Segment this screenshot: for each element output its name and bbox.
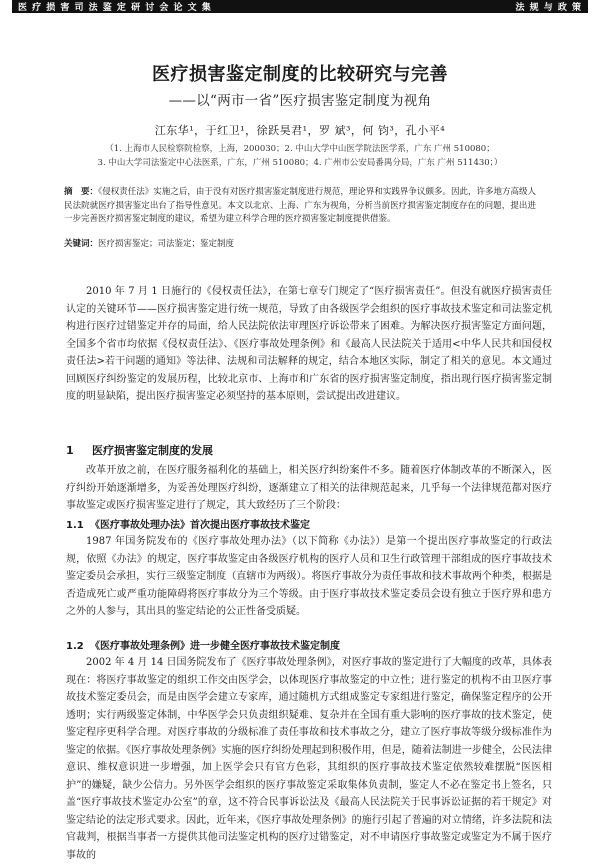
keywords-label: 关键词： xyxy=(64,239,99,249)
section-1-1-number: 1.1 xyxy=(66,520,84,531)
section-1-1-heading xyxy=(66,516,552,531)
intro-paragraph xyxy=(66,283,552,406)
paper-title: 医疗损害鉴定制度的比较研究与完善 xyxy=(152,64,448,85)
section-1-intro xyxy=(66,462,552,515)
author-list: 江东华¹，于红卫¹，徐跃昊君¹，罗 斌³，何 钧³，孔小平⁴ xyxy=(154,124,446,137)
running-header xyxy=(12,0,588,13)
section-1-1-title: 《医疗事故处理办法》首次提出医疗事故技术鉴定 xyxy=(90,520,310,531)
section-1-2-text: 2002 年 4 月 14 日国务院发布了《医疗事故处理条例》，对医疗事故的鉴定进行了大幅度的改革，具体表现在：将医疗事故鉴定的组织工作交由医学会，以体现医疗事故鉴定的中立性；进行鉴定的机构不由卫医疗事故技术鉴定委员会，而是由医学会建立专家库，通过随机方式组成鉴定专家组进行鉴定，确保鉴定程序的公开透明；实行两级鉴定体制，中华医学会只负责组织疑难、复杂并在全国有重大影响的医疗事故的技术鉴定，使鉴定程序更科学合理。对医疗事故的分级标准了责任事故和技术事故之分，建立了医疗事故等级分级标准作为鉴定的依据。《医疗事故处理条例》实施的医疗纠纷处理起到积极作用，但是，随着法制进一步健全，公民法律意识、维权意识进一步增强，加上医学会只有官方色彩，其组织的医疗事故技术鉴定依然较难摆脱“医医相护”的嫌疑，缺少公信力。另外医学会组织的医疗事故鉴定采取集体负责制，鉴定人不必在鉴定书上签名，只盖“医疗事故技术鉴定办公室”的章，这不符合民事诉讼法及《最高人民法院关于民事诉讼证据的若干规定》对鉴定结论的法定形式要求。因此，近年来，《医疗事故处理条例》的施行引起了普遍的对立情绪，许多法院和法官裁判，根据当事者一方提供其他司法鉴定机构的医疗过错鉴定，对不申请医疗事故鉴定或鉴定为不属于医疗事故的 xyxy=(66,657,552,861)
paper-subtitle: ——以“两市一省”医疗损害鉴定制度为视角 xyxy=(168,93,432,109)
intro-text: 2010 年 7 月 1 日施行的《侵权责任法》，在第七章专门规定了“医疗损害责任”。但没有就医疗损害责任认定的关键环节——医疗损害鉴定进行统一规范，导致了由各级医学会组织的医疗事故技术鉴定和司法鉴定机构进行医疗过错鉴定并存的局面，给人民法院依法审理医疗诉讼带来了困难。为解决医疗损害鉴定方面问题，全国多个省市均依据《侵权责任法》、《医疗事故处理条例》和《最高人民法院关于适用<中华人民共和国侵权责任法>若干问题的通知》等法律、法规和司法解释的规定，结合本地区实际，制定了相关的意见。本文通过回顾医疗纠纷鉴定的发展历程，比较北京市、上海市和广东省的医疗损害鉴定制度，指出现行医疗损害鉴定制度的明显缺陷，提出医疗损害鉴定必须坚持的基本原则，尝试提出改进建议。 xyxy=(66,286,552,402)
section-1-heading xyxy=(66,442,552,458)
header-journal-title: 医 疗 损 害 司 法 鉴 定 研 讨 会 论 文 集 xyxy=(18,3,212,13)
section-1-2-title: 《医疗事故处理条例》进一步健全医疗事故技术鉴定制度 xyxy=(90,641,340,652)
section-1-intro-text: 改革开放之前，在医疗服务福利化的基础上，相关医疗纠纷案件不多。随着医疗体制改革的不断深入，医疗纠纷开始逐渐增多，为妥善处理医疗纠纷，逐渐建立了相关的法律规范起来，几乎每一个法律规范都对医疗事故鉴定或医疗损害鉴定进行了规定，其大致经历了三个阶段： xyxy=(66,465,552,511)
affiliation-line-1: （1. 上海市人民检察院检察，上海，200030；2. 中山大学中山医学院法医学系，广东 广州 510080； xyxy=(105,144,495,154)
keywords-text: 医疗损害鉴定；司法鉴定；鉴定制度 xyxy=(98,239,235,249)
section-1-number: 1 xyxy=(66,444,74,457)
section-1-2-heading xyxy=(66,637,552,652)
abstract-text: 《侵权责任法》实施之后，由于没有对医疗损害鉴定制度进行规范，理论界和实践界争议颇多。因此，许多地方高级人民法院就医疗损害鉴定出台了指导性意见。本文以北京、上海、广东为视角，分析当前医疗损害鉴定制度存在的问题，提出进一步完善医疗损害鉴定制度的建议，希望为建立科学合理的医疗损害鉴定制度提供借鉴。 xyxy=(64,187,536,224)
section-1-title: 医疗损害鉴定制度的发展 xyxy=(92,444,213,457)
abstract xyxy=(64,186,536,227)
header-section-name: 法 规 与 政 策 xyxy=(515,3,582,13)
abstract-label: 摘 要： xyxy=(64,187,99,197)
section-1-1-text: 1987 年国务院发布的《医疗事故处理办法》（以下简称《办法》）是第一个提出医疗事故鉴定的行政法规，依照《办法》的规定，医疗事故鉴定由各级医疗机构的医疗人员和卫生行政管理干部组成的医疗事故技术鉴定委员会承担，实行三级鉴定制度（直辖市为两级）。将医疗事故分为责任事故和技术事故两个种类，根据是否造成死亡或严重功能障碍将医疗事故分为三个等级。由于医疗事故技术鉴定委员会设有独立于医疗界和患方之外的人参与，其出具的鉴定结论的公正性备受质疑。 xyxy=(66,536,552,617)
section-1-2-body xyxy=(66,654,552,861)
section-1-2-number: 1.2 xyxy=(66,641,84,652)
keywords xyxy=(64,238,536,252)
section-1-1-body xyxy=(66,533,552,621)
affiliation-line-2: 3. 中山大学司法鉴定中心法医系，广东，广州 510080；4. 广州市公安局番禺分局，广东 广州 511430；） xyxy=(97,158,503,168)
